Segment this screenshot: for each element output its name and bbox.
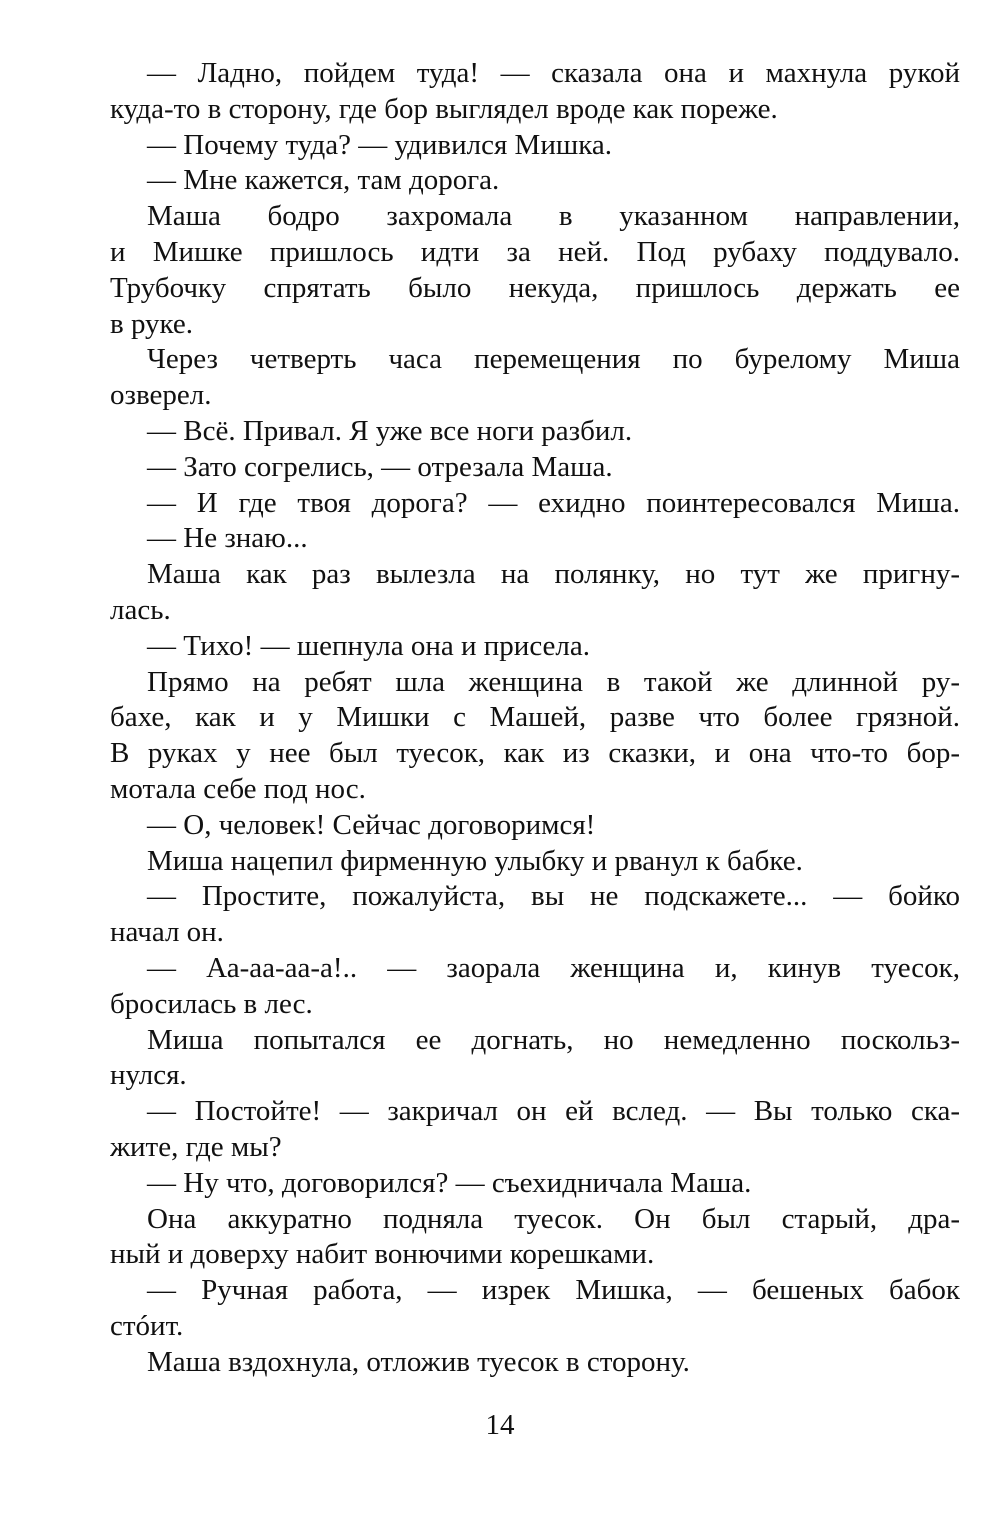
text-line: и Мишке пришлось идти за ней. Под рубаху поддувало. — [110, 235, 960, 268]
text-line: — Ручная работа, — изрек Мишка, — бешеных бабок — [147, 1274, 960, 1307]
text-line: начал он. — [110, 916, 224, 949]
text-line: Маша вздохнула, отложив туесок в сторону. — [147, 1345, 690, 1378]
text-line: бросилась в лес. — [110, 987, 313, 1020]
text-line: — Тихо! — шепнула она и присела. — [147, 629, 591, 662]
text-line: — Всё. Привал. Я уже все ноги разбил. — [147, 414, 633, 447]
text-line: — Ну что, договорился? — съехидничала Маша. — [147, 1166, 752, 1199]
text-line: Прямо на ребят шла женщина в такой же длинной ру- — [147, 665, 960, 698]
text-line: Маша как раз вылезла на полянку, но тут же пригну- — [147, 558, 960, 591]
text-line: бахе, как и у Мишки с Машей, разве что более грязной. — [110, 701, 960, 734]
text-line: в руке. — [110, 307, 194, 340]
text-line: — Зато согрелись, — отрезала Маша. — [147, 450, 613, 483]
text-line: жите, где мы? — [110, 1130, 282, 1163]
book-page-text — [110, 56, 960, 1380]
text-line: нулся. — [110, 1059, 187, 1092]
text-line: — Не знаю... — [147, 522, 308, 555]
text-line: Миша нацепил фирменную улыбку и рванул к бабке. — [147, 844, 803, 877]
text-line: ный и доверху набит вонючими корешками. — [110, 1238, 655, 1271]
text-line: — Простите, пожалуйста, вы не подскажете... — бойко — [147, 880, 960, 913]
text-line: — О, человек! Сейчас договоримся! — [147, 808, 596, 841]
text-line: — И где твоя дорога? — ехидно поинтересовался Миша. — [147, 486, 960, 519]
text-line: Маша бодро захромала в указанном направлении, — [147, 200, 960, 233]
text-line: лась. — [110, 593, 171, 626]
text-line: Через четверть часа перемещения по бурелому Миша — [147, 343, 960, 376]
text-line: стóит. — [110, 1309, 184, 1342]
text-line: Трубочку спрятать было некуда, пришлось держать ее — [110, 271, 960, 304]
text-line: — Аа-аа-аа-а!.. — заорала женщина и, кинув туесок, — [147, 951, 960, 984]
text-line: — Почему туда? — удивился Мишка. — [147, 128, 612, 161]
text-line: — Ладно, пойдем туда! — сказала она и махнула рукой — [147, 57, 960, 89]
text-line: — Постойте! — закричал он ей вслед. — Вы только ска- — [147, 1095, 960, 1128]
text-line: озверел. — [110, 379, 212, 412]
text-line: Миша попытался ее догнать, но немедленно поскольз- — [147, 1023, 960, 1056]
text-line: — Мне кажется, там дорога. — [147, 164, 500, 197]
text-line: мотала себе под нос. — [110, 772, 366, 805]
page-number: 14 — [485, 1409, 515, 1441]
text-line: куда-то в сторону, где бор выглядел вроде как пореже. — [110, 92, 778, 125]
text-line: Она аккуратно подняла туесок. Он был старый, дра- — [147, 1202, 960, 1235]
text-line: В руках у нее был туесок, как из сказки, и она что-то бор- — [110, 737, 960, 770]
